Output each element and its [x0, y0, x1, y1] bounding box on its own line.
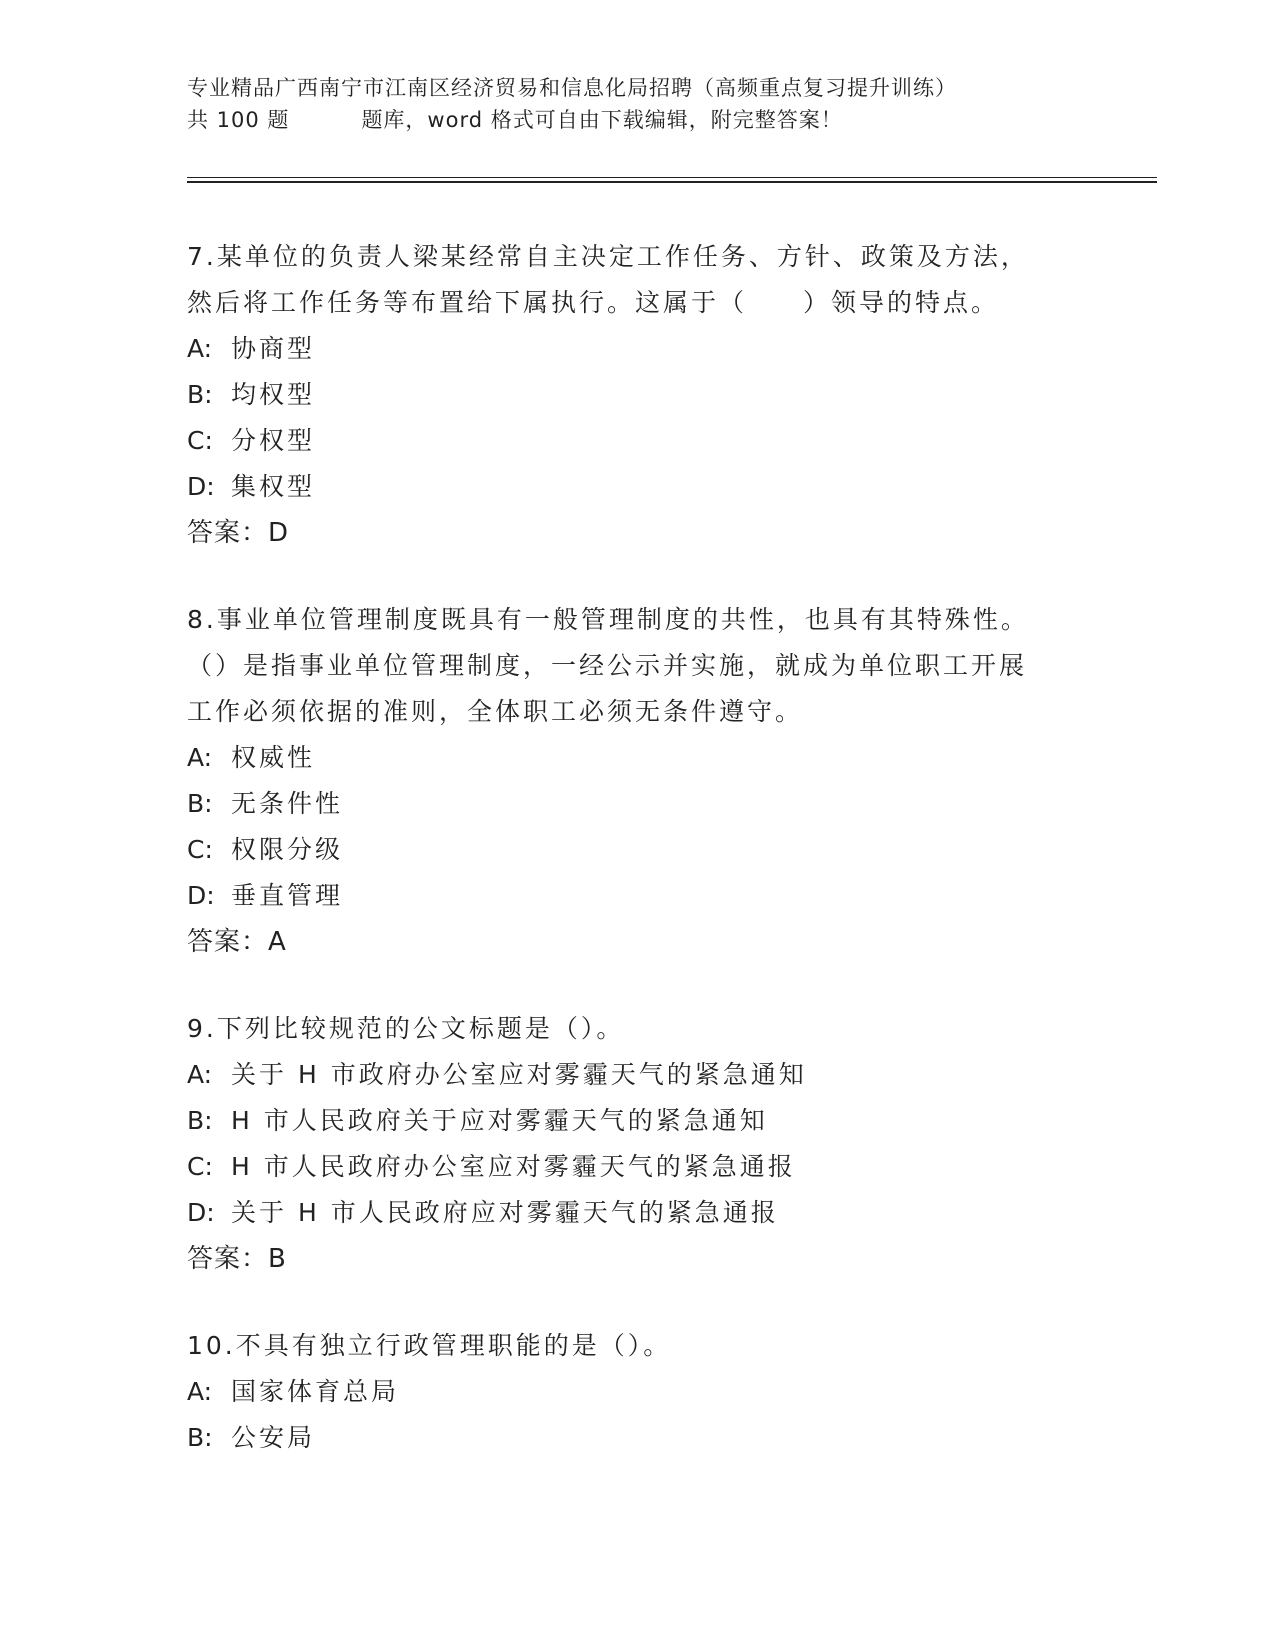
option-text: 关于 H 市人民政府应对雾霾天气的紧急通报	[231, 1198, 779, 1227]
option-d	[187, 1190, 1087, 1236]
header-title: 专业精品广西南宁市江南区经济贸易和信息化局招聘（高频重点复习提升训练）	[187, 76, 957, 100]
question-stem-line: 工作必须依据的准则，全体职工必须无条件遵守。	[187, 697, 804, 726]
option-d	[187, 873, 1087, 919]
option-text: H 市人民政府办公室应对雾霾天气的紧急通报	[231, 1152, 796, 1181]
option-c	[187, 418, 1087, 464]
option-c	[187, 1144, 1087, 1190]
option-text: 集权型	[231, 472, 316, 501]
option-key: D:	[187, 472, 215, 501]
header-divider-thick	[187, 181, 1157, 183]
header-description: 题库，word 格式可自由下载编辑，附完整答案！	[361, 108, 843, 132]
option-key: C:	[187, 1152, 213, 1181]
option-a	[187, 735, 1087, 781]
answer-line: 答案：A	[187, 927, 287, 957]
question-stem-line: 10.不具有独立行政管理职能的是（）。	[187, 1331, 672, 1360]
option-key: D:	[187, 881, 215, 910]
question-count: 共 100 题	[187, 108, 290, 132]
option-key: A:	[187, 1377, 213, 1406]
question-stem-line: 7.某单位的负责人梁某经常自主决定工作任务、方针、政策及方法，	[187, 242, 1029, 271]
option-key: B:	[187, 1106, 213, 1135]
option-key: A:	[187, 334, 213, 363]
option-b	[187, 372, 1087, 418]
option-text: 协商型	[231, 334, 316, 363]
option-b	[187, 1098, 1087, 1144]
answer-line: 答案：B	[187, 1244, 287, 1274]
option-text: H 市人民政府关于应对雾霾天气的紧急通知	[231, 1106, 768, 1135]
question-7	[187, 234, 1087, 556]
header-subtitle	[187, 104, 1087, 136]
option-key: B:	[187, 789, 213, 818]
option-key: D:	[187, 1198, 215, 1227]
question-8	[187, 597, 1087, 965]
document-header	[187, 72, 1087, 136]
question-9	[187, 1006, 1087, 1282]
question-stem-line: 8.事业单位管理制度既具有一般管理制度的共性，也具有其特殊性。	[187, 605, 1029, 634]
question-stem-line: 然后将工作任务等布置给下属执行。这属于（ ）领导的特点。	[187, 288, 1000, 317]
header-divider-thin	[187, 177, 1157, 178]
option-key: C:	[187, 426, 213, 455]
option-text: 国家体育总局	[231, 1377, 400, 1406]
option-text: 权威性	[231, 743, 316, 772]
option-a	[187, 326, 1087, 372]
answer-line: 答案：D	[187, 518, 290, 548]
option-text: 关于 H 市政府办公室应对雾霾天气的紧急通知	[231, 1060, 807, 1089]
option-a	[187, 1369, 1087, 1415]
option-c	[187, 827, 1087, 873]
option-text: 分权型	[231, 426, 316, 455]
option-a	[187, 1052, 1087, 1098]
option-key: B:	[187, 1423, 213, 1452]
option-d	[187, 464, 1087, 510]
option-key: C:	[187, 835, 213, 864]
option-key: B:	[187, 380, 213, 409]
option-text: 无条件性	[231, 789, 344, 818]
question-10	[187, 1323, 1087, 1461]
option-text: 公安局	[231, 1423, 316, 1452]
option-b	[187, 781, 1087, 827]
option-text: 均权型	[231, 380, 316, 409]
option-key: A:	[187, 743, 213, 772]
question-stem-line: （）是指事业单位管理制度，一经公示并实施，就成为单位职工开展	[187, 651, 1028, 680]
option-text: 垂直管理	[231, 881, 344, 910]
option-text: 权限分级	[231, 835, 344, 864]
option-b	[187, 1415, 1087, 1461]
option-key: A:	[187, 1060, 213, 1089]
question-stem-line: 9.下列比较规范的公文标题是（）。	[187, 1014, 625, 1043]
